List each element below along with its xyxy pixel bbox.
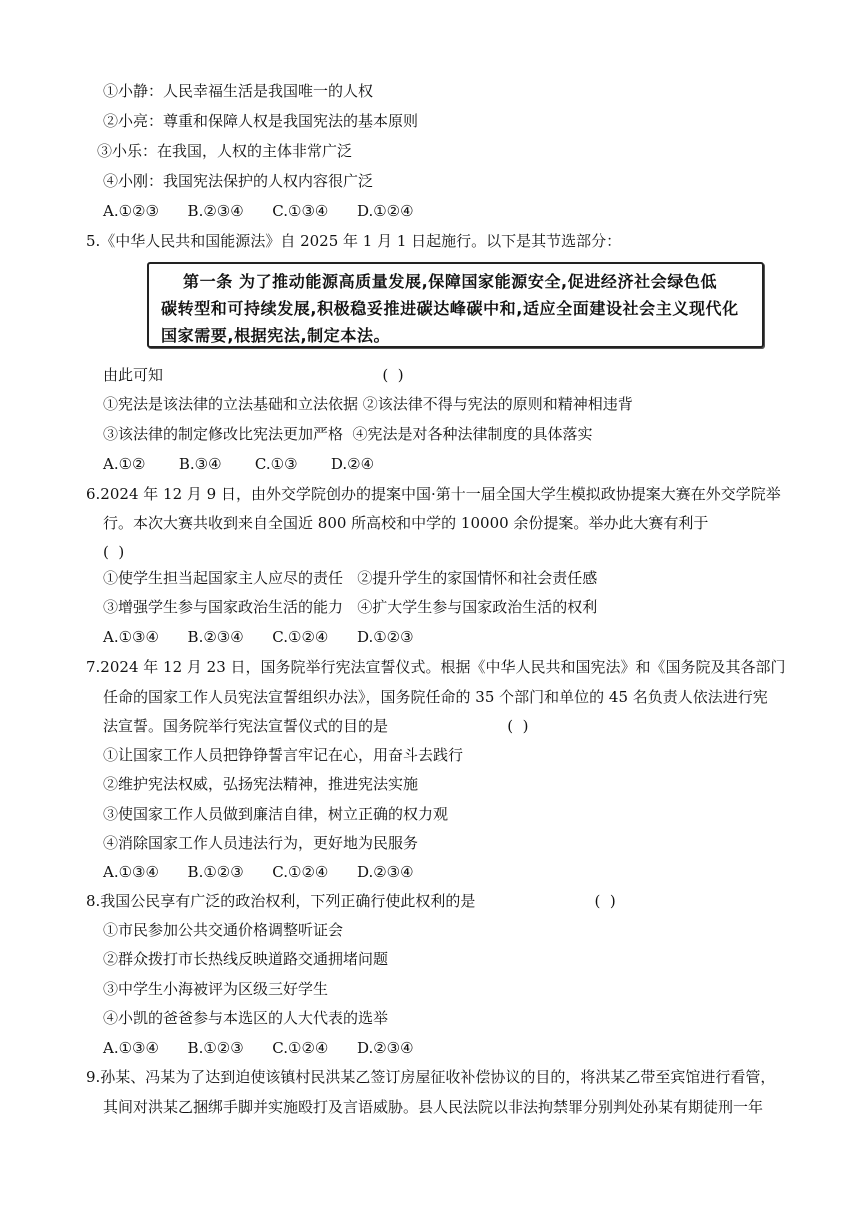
question-6-bracket: ( ) bbox=[103, 543, 125, 561]
q5-statements-3-4: ③该法律的制定修改比宪法更加严格 ④宪法是对各种法律制度的具体落实 bbox=[103, 425, 593, 443]
question-5-prompt: 由此可知 ( ) bbox=[103, 366, 404, 384]
answer-choices-q6: A.①③④ B.②③④ C.①②④ D.①②③ bbox=[103, 628, 414, 646]
q7-statement-4: ④消除国家工作人员违法行为，更好地为民服务 bbox=[103, 834, 419, 852]
option-statement-2: ②小亮：尊重和保障人权是我国宪法的基本原则 bbox=[103, 112, 419, 130]
q8-statement-3: ③中学生小海被评为区级三好学生 bbox=[103, 980, 329, 998]
question-7-stem-line-1: 7.2024 年 12 月 23 日，国务院举行宪法宣誓仪式。根据《中华人民共和国宪法》和《国务院及其各部门 bbox=[86, 658, 786, 676]
question-9-stem-line-2: 其间对洪某乙捆绑手脚并实施殴打及言语威胁。县人民法院以非法拘禁罪分别判处孙某有期徒刑一年 bbox=[103, 1098, 764, 1116]
option-statement-1: ①小静：人民幸福生活是我国唯一的人权 bbox=[103, 82, 374, 100]
question-8-stem: 8.我国公民享有广泛的政治权利，下列正确行使此权利的是 ( ) bbox=[86, 892, 616, 910]
option-statement-4: ④小刚：我国宪法保护的人权内容很广泛 bbox=[103, 172, 374, 190]
question-6-stem-line-1: 6.2024 年 12 月 9 日，由外交学院创办的提案中国·第十一届全国大学生模拟政协提案大赛在外交学院举 bbox=[86, 485, 781, 503]
q7-statement-2: ②维护宪法权威，弘扬宪法精神，推进宪法实施 bbox=[103, 775, 419, 793]
answer-choices-q4: A.①②③ B.②③④ C.①③④ D.①②④ bbox=[103, 202, 414, 220]
answer-choices-q5: A.①② B.③④ C.①③ D.②④ bbox=[103, 455, 375, 473]
q6-statements-1-2: ①使学生担当起国家主人应尽的责任 ②提升学生的家国情怀和社会责任感 bbox=[103, 569, 598, 587]
law-excerpt-box bbox=[147, 262, 764, 348]
q6-statements-3-4: ③增强学生参与国家政治生活的能力 ④扩大学生参与国家政治生活的权利 bbox=[103, 598, 598, 616]
question-5-stem: 5.《中华人民共和国能源法》自 2025 年 1 月 1 日起施行。以下是其节选部分： bbox=[86, 232, 622, 250]
q7-statement-3: ③使国家工作人员做到廉洁自律，树立正确的权力观 bbox=[103, 805, 449, 823]
answer-choices-q7: A.①③④ B.①②③ C.①②④ D.②③④ bbox=[103, 863, 414, 881]
option-statement-3: ③小乐：在我国，人权的主体非常广泛 bbox=[97, 142, 353, 160]
law-excerpt-line-2: 碳转型和可持续发展,积极稳妥推进碳达峰碳中和,适应全面建设社会主义现代化 bbox=[161, 299, 739, 318]
q7-statement-1: ①让国家工作人员把铮铮誓言牢记在心，用奋斗去践行 bbox=[103, 746, 464, 764]
q8-statement-2: ②群众拨打市长热线反映道路交通拥堵问题 bbox=[103, 950, 389, 968]
answer-choices-q8: A.①③④ B.①②③ C.①②④ D.②③④ bbox=[103, 1039, 414, 1057]
q8-statement-4: ④小凯的爸爸参与本选区的人大代表的选举 bbox=[103, 1009, 389, 1027]
q5-statements-1-2: ①宪法是该法律的立法基础和立法依据 ②该法律不得与宪法的原则和精神相违背 bbox=[103, 395, 633, 413]
law-excerpt-line-3: 国家需要,根据宪法,制定本法。 bbox=[161, 326, 391, 345]
question-9-stem-line-1: 9.孙某、冯某为了达到迫使该镇村民洪某乙签订房屋征收补偿协议的目的，将洪某乙带至宾馆进行看管， bbox=[86, 1068, 776, 1086]
law-excerpt-line-1: 第一条 为了推动能源高质量发展,保障国家能源安全,促进经济社会绿色低 bbox=[183, 272, 718, 291]
question-7-stem-line-3: 法宣誓。国务院举行宪法宣誓仪式的目的是 ( ) bbox=[103, 717, 529, 735]
question-7-stem-line-2: 任命的国家工作人员宪法宣誓组织办法》，国务院任命的 35 个部门和单位的 45 名负责人依法进行宪 bbox=[103, 688, 768, 706]
question-6-stem-line-2: 行。本次大赛共收到来自全国近 800 所高校和中学的 10000 余份提案。举办此大赛有利于 bbox=[103, 514, 709, 532]
q8-statement-1: ①市民参加公共交通价格调整听证会 bbox=[103, 921, 344, 939]
